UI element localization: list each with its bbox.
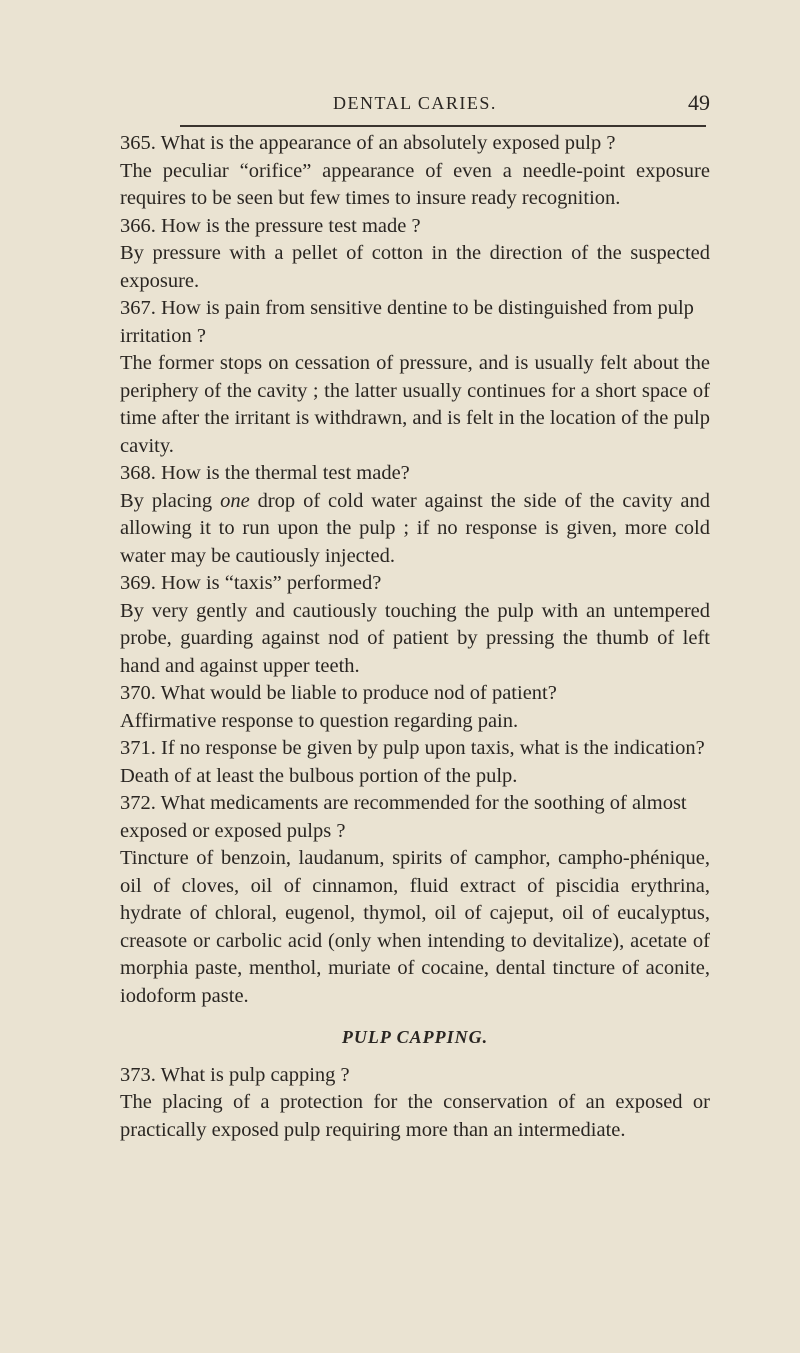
- answer-368-lead: By placing: [120, 489, 221, 512]
- running-head: [120, 90, 710, 115]
- answer-372: Tincture of benzoin, laudanum, spirits of camphor, campho-phénique, oil of cloves, oil of cinnamon, fluid extract of piscidia erythrina, hydrate of chloral, eugenol, thymol, oil of cajeput, oil of eucalyptus, creasote or carbolic acid (only when intending to devitalize), acetate of morphia paste, menthol, muriate of cocaine, dental tincture of aconite, iodoform paste.: [120, 847, 710, 1007]
- section-heading: PULP CAPPING.: [341, 1027, 489, 1047]
- question-369: 369. How is “taxis” performed?: [120, 572, 382, 594]
- answer-368: [120, 488, 710, 571]
- question-365: 365. What is the appearance of an absolutely exposed pulp ?: [120, 132, 616, 154]
- running-title: DENTAL CARIES.: [333, 93, 497, 113]
- question-367: 367. How is pain from sensitive dentine to be distinguished from pulp irritation ?: [120, 297, 694, 347]
- answer-368-emphasis: one: [220, 489, 250, 512]
- question-372: 372. What medicaments are recommended for the soothing of almost exposed or exposed pulps ?: [120, 792, 687, 842]
- page-number: 49: [688, 90, 710, 115]
- answer-369: By very gently and cautiously touching the pulp with an untempered probe, guarding against nod of patient by pressing the thumb of left hand and against upper teeth.: [120, 599, 710, 677]
- question-366: 366. How is the pressure test made ?: [120, 214, 421, 237]
- question-368: 368. How is the thermal test made?: [120, 462, 410, 484]
- answer-365: The peculiar “orifice” appearance of even a needle-point exposure requires to be seen but few times to insure ready recognition.: [120, 159, 710, 209]
- answer-370: Affirmative response to question regarding pain.: [120, 709, 519, 732]
- answer-373: The placing of a protection for the conservation of an exposed or practically exposed pulp requiring more than an intermediate.: [120, 1091, 710, 1141]
- question-373: 373. What is pulp capping ?: [120, 1063, 350, 1086]
- header-rule: [180, 125, 706, 127]
- answer-366: By pressure with a pellet of cotton in the direction of the suspected exposure.: [120, 242, 710, 292]
- answer-368-rest: drop of cold water against the side of the cavity and allowing it to run upon the pulp ; if no response is given, more cold water may be cautiously injected.: [120, 489, 711, 567]
- answer-367: The former stops on cessation of pressure, and is usually felt about the periphery of the cavity ; the latter usually continues for a short space of time after the irritant is withdrawn, and is felt in the location of the pulp cavity.: [120, 352, 710, 457]
- question-371: 371. If no response be given by pulp upon taxis, what is the indication?: [120, 737, 705, 759]
- page-body: [120, 130, 710, 1144]
- question-370: 370. What would be liable to produce nod of patient?: [120, 682, 557, 704]
- answer-371: Death of at least the bulbous portion of the pulp.: [120, 764, 518, 787]
